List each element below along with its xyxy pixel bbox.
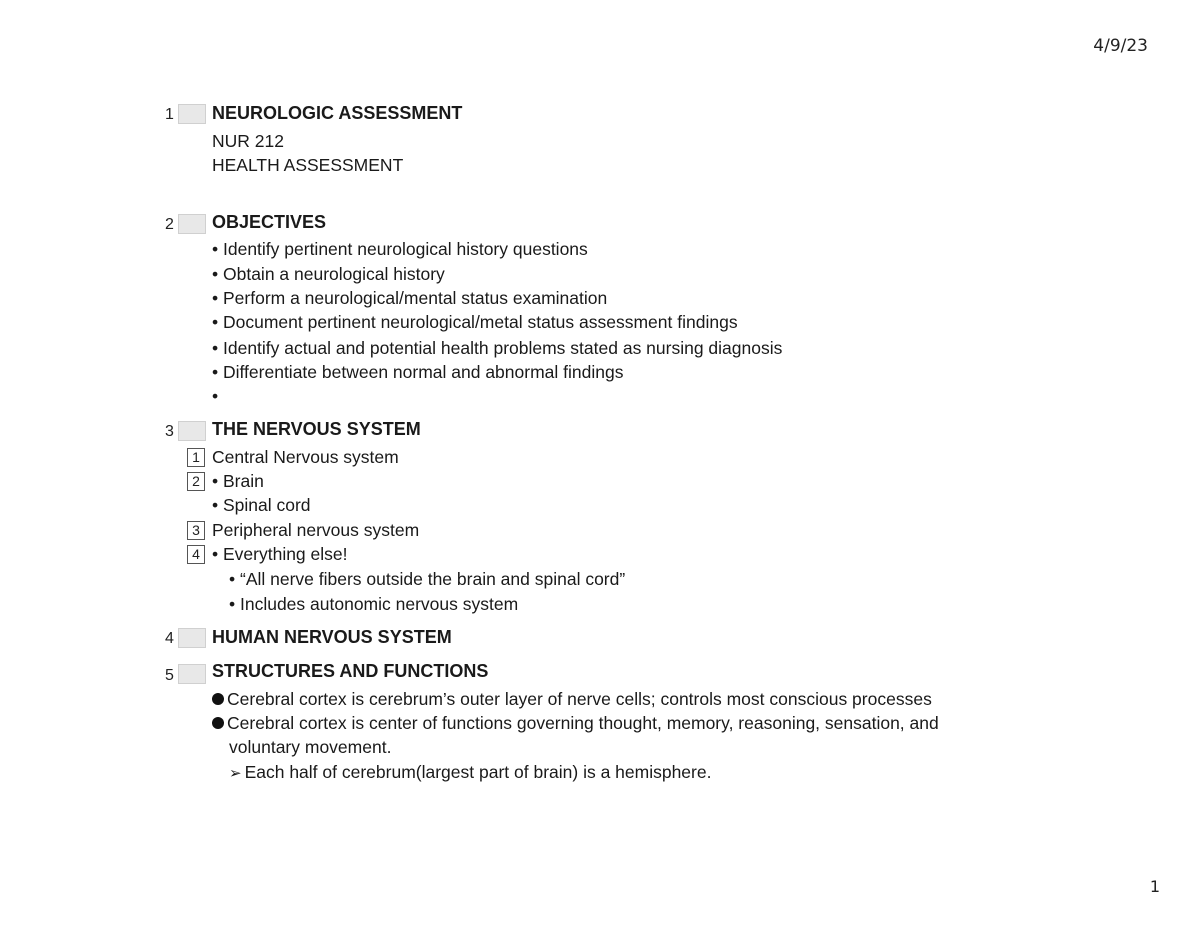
bullet-line: • [212, 386, 219, 406]
bullet-line: • Identify actual and potential health problems stated as nursing diagnosis [212, 338, 783, 358]
bullet-line: • Differentiate between normal and abnormal findings [212, 362, 624, 382]
sub-marker[interactable]: 1 [187, 448, 205, 467]
slide-title: THE NERVOUS SYSTEM [212, 419, 421, 439]
slide-thumbnail-icon[interactable] [178, 628, 206, 648]
slide-title: STRUCTURES AND FUNCTIONS [212, 661, 489, 681]
bullet-line [212, 689, 932, 710]
bullet-line: • Everything else! [212, 544, 348, 564]
bullet-line: • Brain [212, 471, 264, 491]
slide-number: 3 [165, 423, 174, 440]
sub-marker[interactable]: 3 [187, 521, 205, 540]
note-line: NUR 212 [212, 131, 284, 151]
slide-number: 4 [165, 630, 174, 647]
note-line: Central Nervous system [212, 447, 399, 467]
slide-thumbnail-icon[interactable] [178, 104, 206, 124]
slide-number: 1 [165, 106, 174, 123]
note-line: Peripheral nervous system [212, 520, 420, 540]
arrowhead-bullet-icon: ➢ [229, 764, 242, 782]
bullet-line [212, 713, 939, 734]
slide-thumbnail-icon[interactable] [178, 214, 206, 234]
slide-title: HUMAN NERVOUS SYSTEM [212, 627, 452, 647]
sub-marker[interactable]: 2 [187, 472, 205, 491]
bullet-line: • Document pertinent neurological/metal status assessment findings [212, 312, 738, 332]
note-line: HEALTH ASSESSMENT [212, 155, 404, 175]
sub-marker[interactable]: 4 [187, 545, 205, 564]
filled-circle-bullet-icon [212, 693, 224, 705]
slide-thumbnail-icon[interactable] [178, 421, 206, 441]
slide-title: NEUROLOGIC ASSESSMENT [212, 103, 463, 123]
document-date: 4/9/23 [1093, 36, 1148, 56]
bullet-line: • Obtain a neurological history [212, 264, 445, 284]
bullet-line: • Spinal cord [212, 495, 311, 515]
filled-circle-bullet-icon [212, 717, 224, 729]
bullet-line: • Identify pertinent neurological history questions [212, 239, 588, 259]
bullet-text: Cerebral cortex is center of functions governing thought, memory, reasoning, sensation, and [227, 713, 939, 733]
bullet-continuation: voluntary movement. [229, 737, 392, 757]
bullet-line [229, 762, 711, 783]
slide-number: 2 [165, 216, 174, 233]
slide-number: 5 [165, 667, 174, 684]
bullet-line: • “All nerve fibers outside the brain and spinal cord” [229, 569, 626, 589]
slide-title: OBJECTIVES [212, 212, 327, 232]
bullet-line: • Perform a neurological/mental status examination [212, 288, 608, 308]
page-number: 1 [1149, 877, 1160, 896]
slide-thumbnail-icon[interactable] [178, 664, 206, 684]
bullet-text: Each half of cerebrum(largest part of brain) is a hemisphere. [244, 762, 712, 782]
bullet-line: • Includes autonomic nervous system [229, 594, 519, 614]
bullet-text: Cerebral cortex is cerebrum’s outer layer of nerve cells; controls most conscious processes [227, 689, 932, 709]
